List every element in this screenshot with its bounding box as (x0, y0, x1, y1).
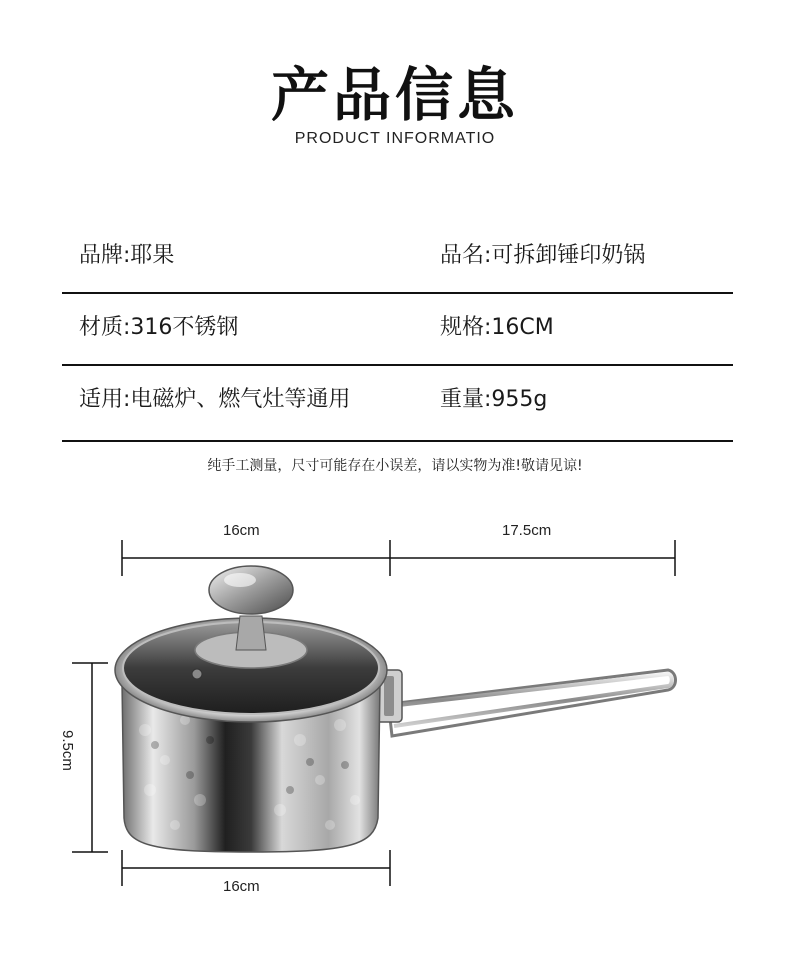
spec-table (62, 222, 733, 442)
spec-brand: 品牌:耶果 (79, 243, 175, 268)
dimension-height: 9.5cm (59, 730, 76, 771)
page-subtitle: PRODUCT INFORMATIO (294, 130, 496, 147)
spec-material: 材质:316不锈钢 (79, 315, 239, 340)
dimension-top-diameter: 16cm (223, 522, 260, 539)
measurement-note: 纯手工测量，尺寸可能存在小误差，请以实物为准!敬请见谅! (207, 458, 583, 474)
dimension-bottom-diameter: 16cm (223, 878, 260, 895)
spec-row (62, 222, 733, 294)
steam-vent-icon (192, 669, 202, 679)
spec-product-name: 品名:可拆卸锤印奶锅 (440, 243, 646, 268)
page-title: 产品信息 (270, 61, 519, 129)
pan-handle (376, 670, 676, 736)
spec-row (62, 366, 733, 442)
spec-row (62, 294, 733, 366)
dimension-handle-length: 17.5cm (502, 522, 552, 539)
spec-compatibility: 适用:电磁炉、燃气灶等通用 (79, 387, 351, 412)
product-diagram (0, 500, 790, 920)
spec-size: 规格:16CM (440, 315, 554, 340)
saucepan-illustration (0, 500, 790, 920)
spec-weight: 重量:955g (440, 387, 548, 412)
